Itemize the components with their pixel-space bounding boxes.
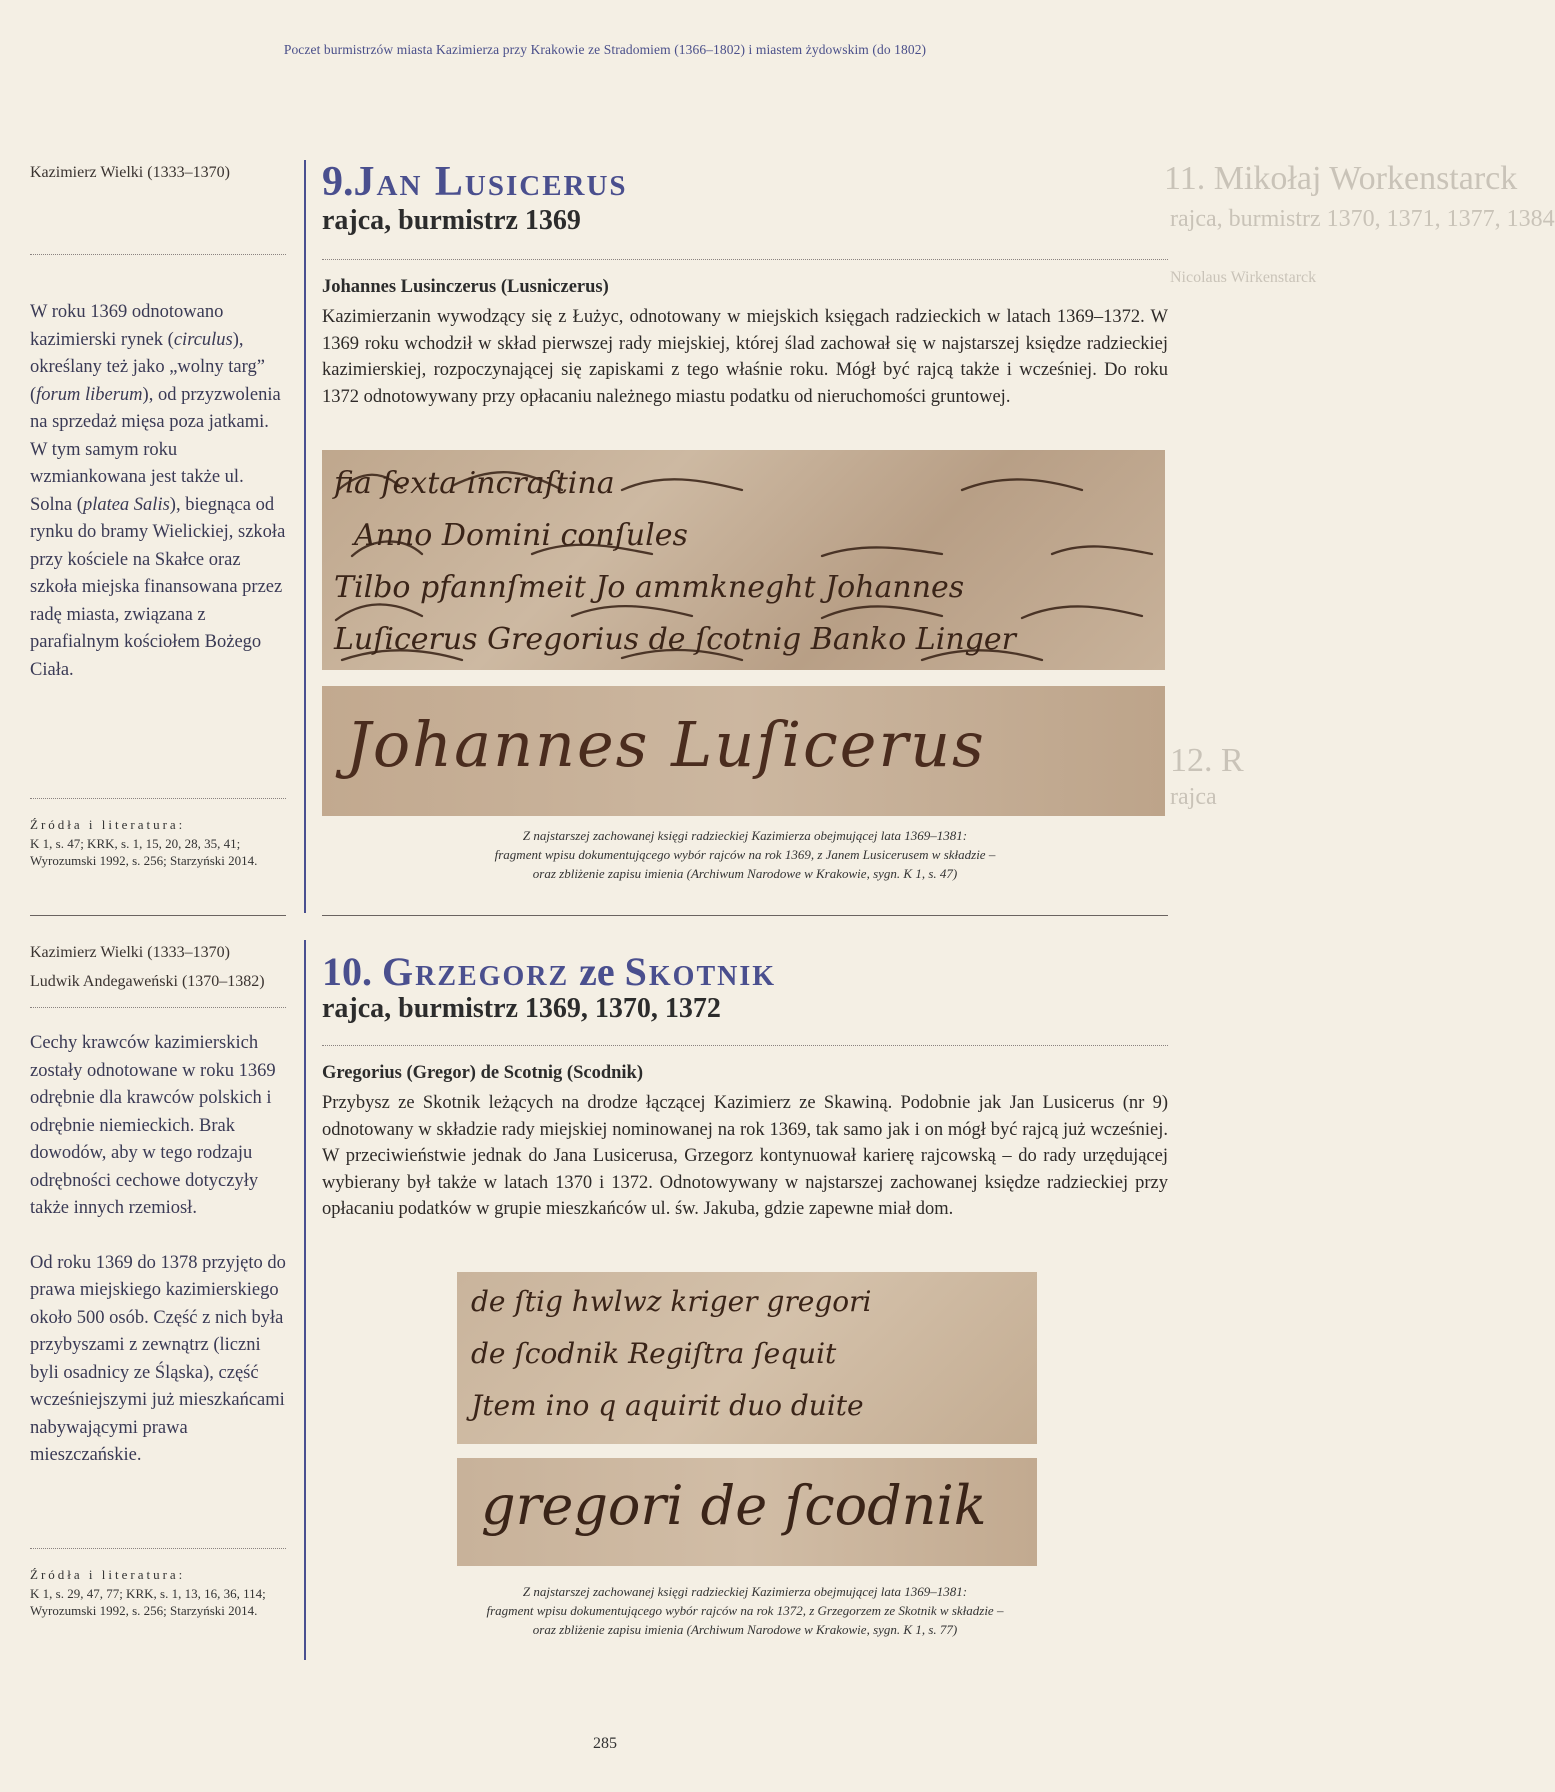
image-caption [322, 1582, 1168, 1639]
manuscript-line: Anno Domini conſules [354, 518, 688, 553]
sidebar-2-sources [30, 1548, 286, 1619]
manuscript-line: de ſcodnik Regiſtra ſequit [471, 1337, 837, 1370]
divider [30, 798, 286, 799]
latin-name: Johannes Lusinczerus (Lusniczerus) [322, 277, 609, 297]
image-caption [322, 826, 1168, 883]
reign-label: Kazimierz Wielki (1333–1370) [30, 944, 230, 961]
entry-body: Kazimierzanin wywodzący się z Łużyc, odnotowany w miejskich księgach radzieckich w latach 1369–1372. W 1369 roku wchodził w skład pierwszej rady miejskiej, której ślad zachował się w najstarszej księdze radzieckiej kazimierskiej, rozpoczynającej się zapiskami z tego właśnie roku. Mógł być rajcą także i wcześniej. Do roku 1372 odnotowywany przy opłacaniu należnego miastu podatku od nieruchomości gruntowej. [322, 307, 1168, 407]
manuscript-zoom-image [322, 686, 1165, 816]
entry-office: rajca, burmistrz 1369 [322, 205, 581, 236]
sources-list: K 1, s. 29, 47, 77; KRK, s. 1, 13, 16, 36, 114; Wyrozumski 1992, s. 256; Starzyński 2014. [30, 1586, 266, 1618]
divider [322, 1045, 1168, 1046]
caption-line: Z najstarszej zachowanej księgi radzieckiej Kazimierza obejmującej lata 1369–1381: [522, 1584, 968, 1599]
manuscript-line: Tilbo pfannſmeit Jo ammkneght Johannes [334, 570, 965, 605]
manuscript-image [322, 450, 1165, 670]
sidebar-paragraph: W roku 1369 odnotowano kazimierski rynek (circulus), określany też jako „wolny targ” (forum liberum), od przyzwolenia na sprzedaż mięsa poza jatkami. W tym samym roku wzmiankowana jest także ul. Solna (platea Salis), biegnąca od rynku do bramy Wielickiej, szkoła przy kościele na Skałce oraz szkoła miejska finansowana przez radę miasta, związana z parafialnym kościołem Bożego Ciała. [30, 302, 286, 680]
entry-name: ze [579, 949, 615, 994]
entry-body: Przybysz ze Skotnik leżących na drodze łączącej Kazimierz ze Skawiną. Podobnie jak Jan Lusicerus (nr 9) odnotowany w składzie rady miejskiej nominowanej na rok 1369, tak samo jak i on mógł być rajcą już wcześniej. W przeciwieństwie jednak do Jana Lusicerusa, Grzegorz kontynuował karierę rajcowską – do rady urzędującej wybierany był także w latach 1370 i 1372. Odnotowywany w najstarszej zachowanej księdze radzieckiej przy opłacaniu podatków w grupie mieszkańców ul. św. Jakuba, gdzie zapewne miał dom. [322, 1093, 1168, 1219]
entry-office: rajca, burmistrz 1369, 1370, 1372 [322, 993, 721, 1024]
entry-name: Jan Lusicerus [353, 159, 628, 205]
manuscript-line: Jtem ino q aquirit duo duite [471, 1389, 864, 1422]
manuscript-line: Luſicerus Gregorius de ſcotnig Banko Linger [334, 622, 1016, 657]
ghost-line: Nicolaus Wirkenstarck [1170, 269, 1317, 286]
running-header: Poczet burmistrzów miasta Kazimierza przy Krakowie ze Stradomiem (1366–1802) i miastem żydowskim (do 1802) [283, 42, 927, 57]
divider [322, 259, 1168, 260]
column-rule [304, 940, 306, 1660]
entry-name: Grzegorz [382, 949, 570, 994]
divider [30, 254, 286, 255]
ghost-line: rajca [1170, 784, 1217, 810]
entry-title [322, 948, 776, 995]
manuscript-image [457, 1272, 1037, 1444]
page-number: 285 [593, 1735, 617, 1752]
ghost-line: 12. R [1170, 742, 1244, 779]
entry-separator [322, 915, 1168, 916]
sidebar-1-sources [30, 798, 286, 869]
sources-heading: Źródła i literatura: [30, 1567, 186, 1582]
entry-number: 10. [322, 949, 372, 994]
ghost-line: 11. Mikołaj Workenstarck [1164, 160, 1518, 197]
sources-heading: Źródła i literatura: [30, 817, 186, 832]
reign-label: Kazimierz Wielki (1333–1370) [30, 164, 230, 181]
manuscript-zoom-text: gregori de ſcodnik [481, 1474, 987, 1537]
latin-name: Gregorius (Gregor) de Scotnig (Scodnik) [322, 1063, 643, 1083]
sidebar-paragraph: Od roku 1369 do 1378 przyjęto do prawa miejskiego kazimierskiego około 500 osób. Część z nich była przybyszami z zewnątrz (liczni byli osadnicy ze Śląska), część wcześniejszymi już mieszkańcami nabywającymi prawa mieszczańskie. [30, 1252, 286, 1465]
caption-line: oraz zbliżenie zapisu imienia (Archiwum Narodowe w Krakowie, sygn. K 1, s. 77) [532, 1622, 958, 1637]
caption-line: fragment wpisu dokumentującego wybór rajców na rok 1372, z Grzegorzem ze Skotnik w składzie – [486, 1603, 1004, 1618]
manuscript-zoom-image [457, 1458, 1037, 1566]
divider [30, 1548, 286, 1549]
entry-name: Skotnik [624, 949, 777, 994]
caption-line: oraz zbliżenie zapisu imienia (Archiwum Narodowe w Krakowie, sygn. K 1, s. 47) [532, 866, 958, 881]
divider [30, 1007, 286, 1008]
sources-list: K 1, s. 47; KRK, s. 1, 15, 20, 28, 35, 41; Wyrozumski 1992, s. 256; Starzyński 2014. [30, 836, 258, 868]
column-rule [304, 160, 306, 913]
manuscript-line: de ſtig hwlwz kriger gregori [471, 1285, 872, 1318]
ghost-line: rajca, burmistrz 1370, 1371, 1377, 1384 [1170, 206, 1555, 232]
reign-label: Ludwik Andegaweński (1370–1382) [30, 973, 265, 990]
sidebar-2 [30, 940, 286, 1470]
sidebar-1 [30, 160, 286, 684]
caption-line: Z najstarszej zachowanej księgi radzieckiej Kazimierza obejmującej lata 1369–1381: [522, 828, 968, 843]
entry-title [322, 158, 628, 206]
manuscript-line: fia ſexta incraſtina [334, 466, 615, 501]
facing-page-bleed [1164, 160, 1555, 810]
entry-number: 9. [322, 159, 354, 205]
sidebar-separator [30, 915, 286, 916]
caption-line: fragment wpisu dokumentującego wybór rajców na rok 1369, z Janem Lusicerusem w składzie – [494, 847, 996, 862]
manuscript-zoom-text: Johannes Luſicerus [346, 708, 986, 781]
sidebar-paragraph: Cechy krawców kazimierskich zostały odnotowane w roku 1369 odrębnie dla krawców polskich i odrębnie niemieckich. Brak dowodów, aby w tego rodzaju odrębności cechowe dotyczyły także innych rzemiosł. [30, 1033, 276, 1218]
